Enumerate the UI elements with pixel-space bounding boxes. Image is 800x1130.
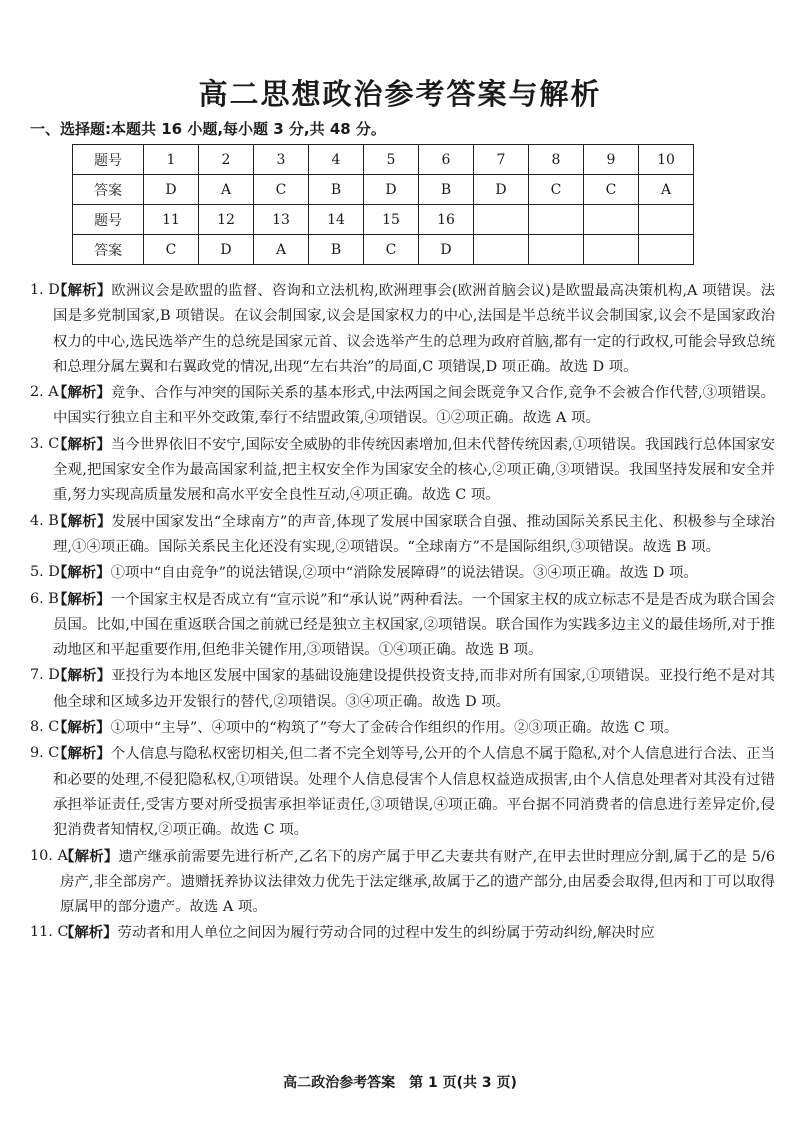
explanation-item <box>30 380 775 432</box>
table-cell <box>474 235 529 265</box>
explanation-text: 欧洲议会是欧盟的监督、咨询和立法机构,欧洲理事会(欧洲首脑会议)是欧盟最高决策机构,A 项错误。法国是多党制国家,B 项错误。在议会制国家,议会是国家权力的中心,法国是半总统半议会制国家,议会不是国家政治权力的中心,选民选举产生的总统是国家元首、议会选举产生的总理为政府首脑,都有一定的行政权,可能会导致总统和总理分属左翼和右翼政党的情况,出现“左右共治”的局面,C 项错误,D 项正确。故选 D 项。 <box>53 283 775 375</box>
table-cell: D <box>474 175 529 205</box>
table-cell: 14 <box>309 205 364 235</box>
explanation-text: 遗产继承前需要先进行析产,乙名下的房产属于甲乙夫妻共有财产,在甲去世时理应分割,属于乙的是 5/6 房产,非全部房产。遗赠抚养协议法律效力优先于法定继承,故属于乙的遗产部分,由居委会取得,但丙和丁可以取得原属甲的部分遗产。故选 A 项。 <box>60 848 775 916</box>
table-cell: 7 <box>474 145 529 175</box>
item-number: 4. B <box>30 512 59 529</box>
explanation-item <box>30 432 775 509</box>
item-number: 8. C <box>30 719 60 736</box>
analysis-tag: 【解析】 <box>53 719 111 737</box>
table-cell: C <box>529 175 584 205</box>
table-cell: C <box>584 175 639 205</box>
table-header-cell: 题号 <box>73 145 144 175</box>
table-cell <box>639 235 694 265</box>
table-cell: 6 <box>419 145 474 175</box>
item-number: 6. B <box>30 590 59 607</box>
table-cell <box>474 205 529 235</box>
explanation-item <box>30 663 775 715</box>
analysis-tag: 【解析】 <box>53 384 111 402</box>
analysis-tag: 【解析】 <box>60 924 118 942</box>
table-cell: 12 <box>199 205 254 235</box>
table-cell: D <box>144 175 199 205</box>
table-cell: 9 <box>584 145 639 175</box>
analysis-tag: 【解析】 <box>53 590 111 608</box>
table-cell: 11 <box>144 205 199 235</box>
table-cell: 1 <box>144 145 199 175</box>
answer-table <box>72 144 694 265</box>
explanation-item <box>30 741 775 843</box>
table-cell: B <box>419 175 474 205</box>
item-number: 1. D <box>30 282 60 298</box>
table-cell <box>529 235 584 265</box>
item-number: 9. C <box>30 745 60 762</box>
explanation-list <box>30 278 775 947</box>
explanation-text: ①项中“自由竞争”的说法错误,②项中“消除发展障碍”的说法错误。③④项正确。故选 D 项。 <box>110 565 698 582</box>
analysis-tag: 【解析】 <box>53 282 112 299</box>
analysis-tag: 【解析】 <box>53 745 111 763</box>
section-heading: 一、选择题:本题共 16 小题,每小题 3 分,共 48 分。 <box>30 120 386 138</box>
table-cell: C <box>144 235 199 265</box>
table-cell: 13 <box>254 205 309 235</box>
table-cell: 3 <box>254 145 309 175</box>
analysis-tag: 【解析】 <box>53 435 111 453</box>
table-cell <box>529 205 584 235</box>
explanation-item <box>30 920 775 946</box>
analysis-tag: 【解析】 <box>60 847 119 865</box>
explanation-text: 一个国家主权是否成立有“宣示说”和“承认说”两种看法。一个国家主权的成立标志不是是否成为联合国会员国。比如,中国在重返联合国之前就已经是独立主权国家,②项错误。联合国作为实践多边主义的最佳场所,对于推动地区和平起重要作用,但绝非关键作用,③项错误。①④项正确。故选 B 项。 <box>53 591 775 659</box>
table-cell: A <box>199 175 254 205</box>
analysis-tag: 【解析】 <box>53 512 112 530</box>
table-row <box>73 235 694 265</box>
page-title: 高二思想政治参考答案与解析 <box>198 77 602 111</box>
explanation-text: 个人信息与隐私权密切相关,但二者不完全划等号,公开的个人信息不属于隐私,对个人信息进行合法、正当和必要的处理,不侵犯隐私权,①项错误。处理个人信息侵害个人信息权益造成损害,由个人信息处理者对其没有过错承担举证责任,受害方要对所受损害承担举证责任,③项错误,④项正确。平台据不同消费者的信息进行差异定价,侵犯消费者知情权,②项正确。故选 C 项。 <box>53 746 775 839</box>
explanation-text: ①项中“主导”、④项中的“构筑了”夸大了金砖合作组织的作用。②③项正确。故选 C 项。 <box>110 720 679 737</box>
item-number: 5. D <box>30 564 60 581</box>
explanation-text: 当今世界依旧不安宁,国际安全威胁的非传统因素增加,但未代替传统因素,①项错误。我国践行总体国家安全观,把国家安全作为最高国家利益,把主权安全作为国家安全的核心,②项正确,③项错误。我国坚持发展和安全并重,努力实现高质量发展和高水平安全良性互动,④项正确。故选 C 项。 <box>53 436 775 504</box>
explanation-item <box>30 715 775 741</box>
item-number: 11. C <box>30 924 69 941</box>
page-footer: 高二政治参考答案 第 1 页(共 3 页) <box>283 1075 517 1091</box>
table-cell: D <box>364 175 419 205</box>
table-header-cell: 答案 <box>73 235 144 265</box>
table-cell: 10 <box>639 145 694 175</box>
table-cell: 15 <box>364 205 419 235</box>
table-cell: C <box>364 235 419 265</box>
analysis-tag: 【解析】 <box>53 564 111 582</box>
explanation-item <box>30 278 775 380</box>
table-cell <box>639 205 694 235</box>
explanation-item <box>30 844 775 921</box>
analysis-tag: 【解析】 <box>53 667 112 685</box>
table-cell <box>584 205 639 235</box>
explanation-text: 竞争、合作与冲突的国际关系的基本形式,中法两国之间会既竞争又合作,竞争不会被合作代替,③项错误。中国实行独立自主和平外交政策,奉行不结盟政策,④项错误。①②项正确。故选 A 项。 <box>53 385 775 427</box>
table-cell: C <box>254 175 309 205</box>
explanation-text: 发展中国家发出“全球南方”的声音,体现了发展中国家联合自强、推动国际关系民主化、积极参与全球治理,①④项正确。国际关系民主化还没有实现,②项错误。“全球南方”不是国际组织,③项错误。故选 B 项。 <box>53 513 775 555</box>
table-cell <box>584 235 639 265</box>
table-header-cell: 答案 <box>73 175 144 205</box>
table-row <box>73 145 694 175</box>
table-cell: 4 <box>309 145 364 175</box>
item-number: 10. A <box>30 847 68 864</box>
item-number: 3. C <box>30 435 60 452</box>
item-number: 7. D <box>30 667 60 684</box>
explanation-item <box>30 587 775 664</box>
explanation-text: 劳动者和用人单位之间因为履行劳动合同的过程中发生的纠纷属于劳动纠纷,解决时应 <box>117 925 655 942</box>
table-cell: B <box>309 235 364 265</box>
table-cell: D <box>419 235 474 265</box>
explanation-item <box>30 509 775 561</box>
table-cell: D <box>199 235 254 265</box>
explanation-item <box>30 560 775 586</box>
explanation-text: 亚投行为本地区发展中国家的基础设施建设提供投资支持,而非对所有国家,①项错误。亚投行绝不是对其他全球和区域多边开发银行的替代,②项错误。③④项正确。故选 D 项。 <box>53 668 775 710</box>
table-cell: 5 <box>364 145 419 175</box>
table-cell: A <box>254 235 309 265</box>
table-row <box>73 205 694 235</box>
table-row <box>73 175 694 205</box>
item-number: 2. A <box>30 384 59 401</box>
table-cell: B <box>309 175 364 205</box>
table-cell: 8 <box>529 145 584 175</box>
table-cell: A <box>639 175 694 205</box>
table-cell: 2 <box>199 145 254 175</box>
table-header-cell: 题号 <box>73 205 144 235</box>
table-cell: 16 <box>419 205 474 235</box>
